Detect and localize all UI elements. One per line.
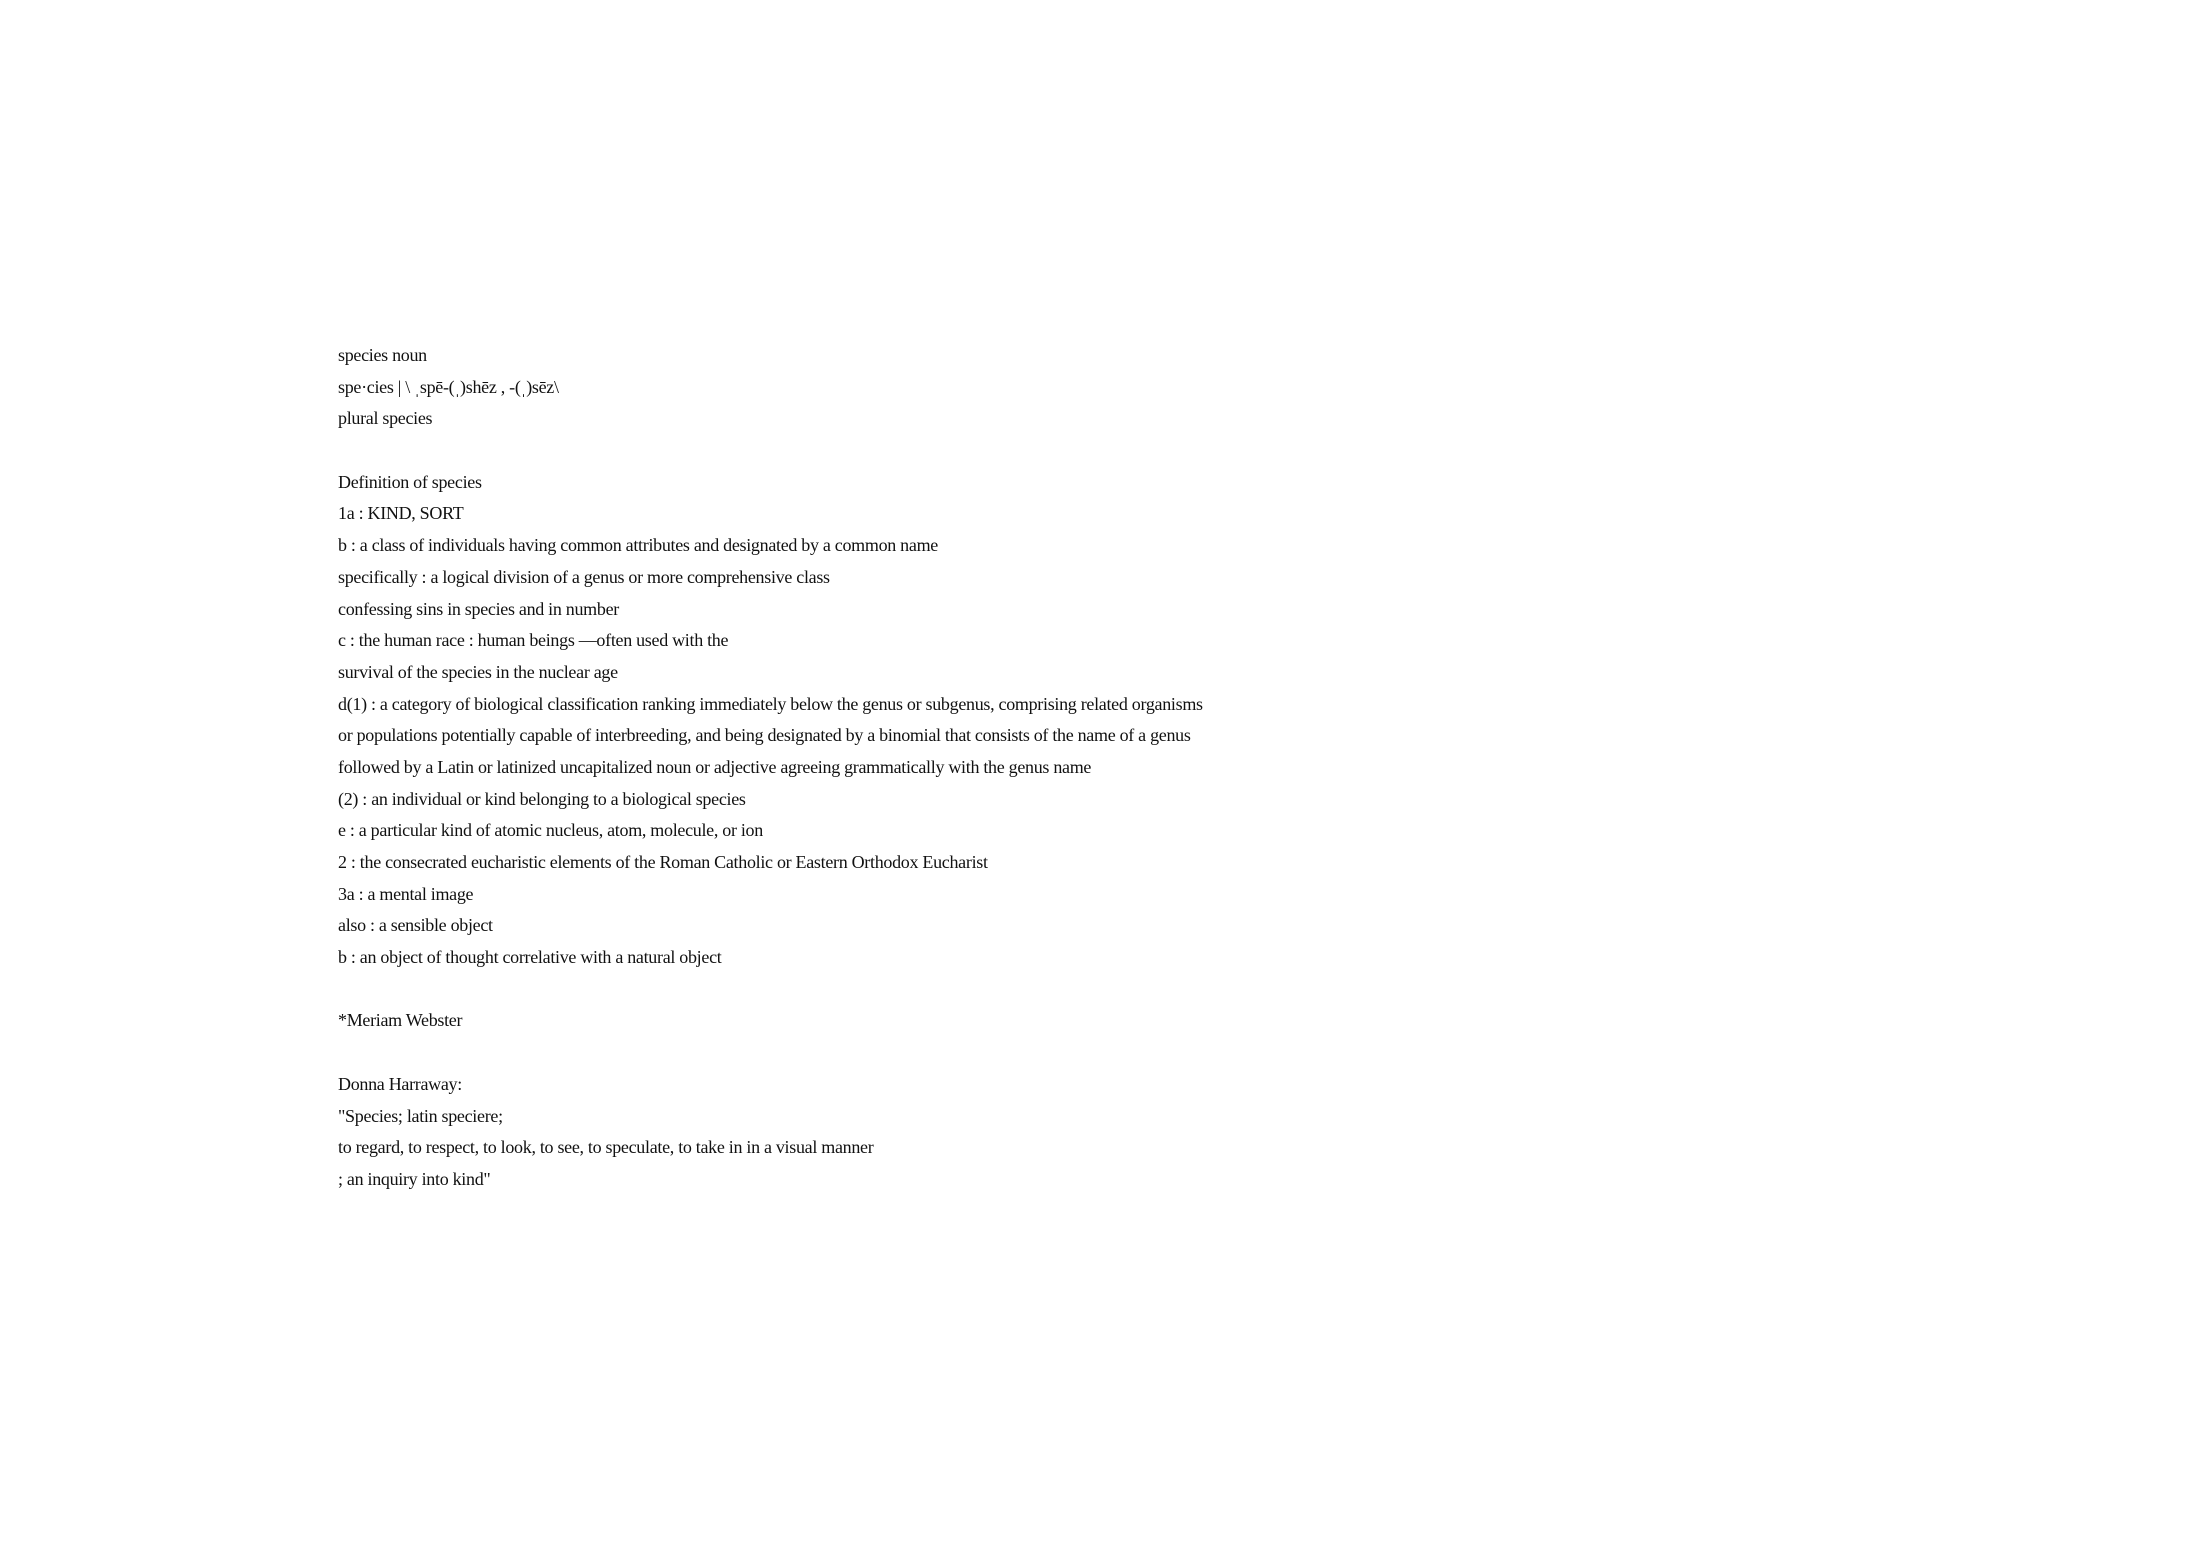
source-note: *Meriam Webster (338, 1010, 463, 1031)
definition-line: confessing sins in species and in number (338, 598, 619, 619)
quote-author: Donna Harraway: (338, 1073, 462, 1094)
definition-line: specifically : a logical division of a genus or more comprehensive class (338, 566, 830, 587)
quote-line: "Species; latin speciere; (338, 1105, 503, 1126)
pronunciation-line: spe·cies | \ ˌspē-(ˌ)shēz , -(ˌ)sēz\ (338, 376, 559, 397)
spacer (338, 435, 1838, 467)
definition-heading: Definition of species (338, 471, 482, 492)
definition-line: b : a class of individuals having common attributes and designated by a common name (338, 535, 938, 556)
definition-line: (2) : an individual or kind belonging to a biological species (338, 788, 746, 809)
definition-line: d(1) : a category of biological classification ranking immediately below the genus or subgenus, comprising related organisms (338, 693, 1203, 714)
definition-line: 3a : a mental image (338, 883, 474, 904)
definition-line: b : an object of thought correlative with a natural object (338, 947, 722, 968)
dictionary-entry-text (338, 340, 1838, 1196)
definition-line: 1a : KIND, SORT (338, 503, 464, 524)
definition-line: 2 : the consecrated eucharistic elements of the Roman Catholic or Eastern Orthodox Eucharist (338, 852, 988, 872)
definition-line: e : a particular kind of atomic nucleus, atom, molecule, or ion (338, 820, 763, 841)
definition-line: followed by a Latin or latinized uncapitalized noun or adjective agreeing grammatically with the genus name (338, 756, 1092, 777)
definition-line: survival of the species in the nuclear age (338, 661, 618, 682)
plural-line: plural species (338, 408, 433, 429)
definition-line: also : a sensible object (338, 915, 493, 936)
definition-line: or populations potentially capable of interbreeding, and being designated by a binomial that consists of the name of a genus (338, 725, 1191, 746)
spacer (338, 1037, 1838, 1069)
quote-line: to regard, to respect, to look, to see, to speculate, to take in in a visual manner (338, 1137, 874, 1158)
headword-line: species noun (338, 345, 427, 365)
quote-line: ; an inquiry into kind" (338, 1168, 491, 1189)
definition-line: c : the human race : human beings —often used with the (338, 630, 729, 651)
spacer (338, 974, 1838, 1006)
